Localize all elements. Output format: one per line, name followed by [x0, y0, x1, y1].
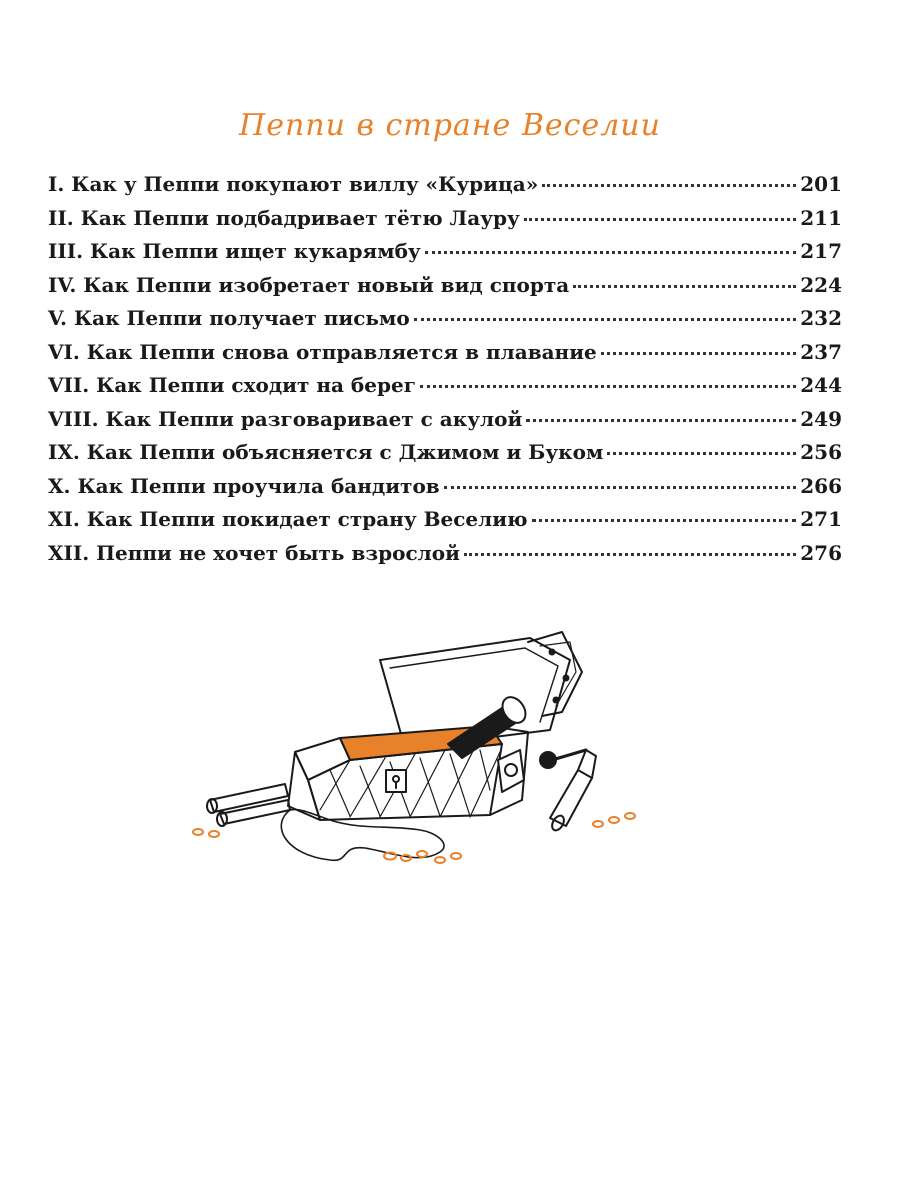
dot-leader [524, 218, 796, 221]
toc-entry-page: 237 [800, 339, 842, 364]
toc-entry[interactable] [48, 340, 842, 374]
dot-leader [542, 184, 796, 187]
toc-entry-page: 201 [800, 172, 842, 196]
dot-leader [601, 352, 797, 355]
dot-leader [444, 486, 797, 489]
toc-entry[interactable] [48, 440, 842, 474]
toc-entry-title: IV. Как Пеппи изобретает новый вид спорта [48, 272, 570, 297]
toc-entry-page: 271 [800, 507, 842, 531]
toc-entry-title: X. Как Пеппи проучила бандитов [48, 473, 440, 498]
toc-entry-title: IX. Как Пеппи объясняется с Джимом и Буком [48, 440, 604, 464]
toc-entry-title: III. Как Пеппи ищет кукарямбу [48, 239, 421, 263]
treasure-chest-icon [190, 620, 650, 880]
toc-entry-title: I. Как у Пеппи покупают виллу «Курица» [48, 172, 539, 196]
toc-entry-title: XI. Как Пеппи покидает страну Веселию [48, 507, 528, 531]
toc-entry-page: 244 [800, 373, 842, 397]
toc-entry[interactable] [48, 239, 842, 273]
toc-entry-page: 276 [800, 540, 842, 565]
toc-entry[interactable] [48, 541, 842, 575]
toc-entry[interactable] [48, 373, 842, 407]
dot-leader [532, 519, 797, 522]
toc-entry-title: VIII. Как Пеппи разговаривает с акулой [48, 406, 523, 431]
dot-leader [425, 251, 797, 254]
toc-entry-page: 217 [800, 239, 842, 263]
dot-leader [414, 318, 797, 321]
toc-entry[interactable] [48, 306, 842, 340]
toc-entry-page: 266 [800, 473, 842, 498]
toc-entry-title: II. Как Пеппи подбадривает тётю Лауру [48, 205, 520, 230]
toc-entry-title: VI. Как Пеппи снова отправляется в плавание [48, 339, 597, 364]
toc-entry-title: V. Как Пеппи получает письмо [48, 306, 410, 330]
toc-entry-page: 224 [800, 272, 842, 297]
toc-entry-page: 232 [800, 306, 842, 330]
toc-entry-page: 256 [800, 440, 842, 464]
toc-entry[interactable] [48, 206, 842, 240]
dot-leader [526, 419, 796, 422]
toc-entry[interactable] [48, 172, 842, 206]
dot-leader [464, 553, 796, 556]
dot-leader [420, 385, 796, 388]
toc-entry-page: 249 [800, 406, 842, 431]
toc-entry[interactable] [48, 407, 842, 441]
toc-entry-title: XII. Пеппи не хочет быть взрослой [48, 540, 460, 565]
toc-entry-title: VII. Как Пеппи сходит на берег [48, 373, 416, 397]
dot-leader [573, 285, 796, 288]
toc-entry[interactable] [48, 273, 842, 307]
section-title: Пеппи в стране Веселии [239, 108, 661, 143]
table-of-contents [48, 172, 842, 574]
toc-entry-page: 211 [800, 205, 842, 230]
toc-entry[interactable] [48, 507, 842, 541]
toc-entry[interactable] [48, 474, 842, 508]
dot-leader [607, 452, 796, 455]
